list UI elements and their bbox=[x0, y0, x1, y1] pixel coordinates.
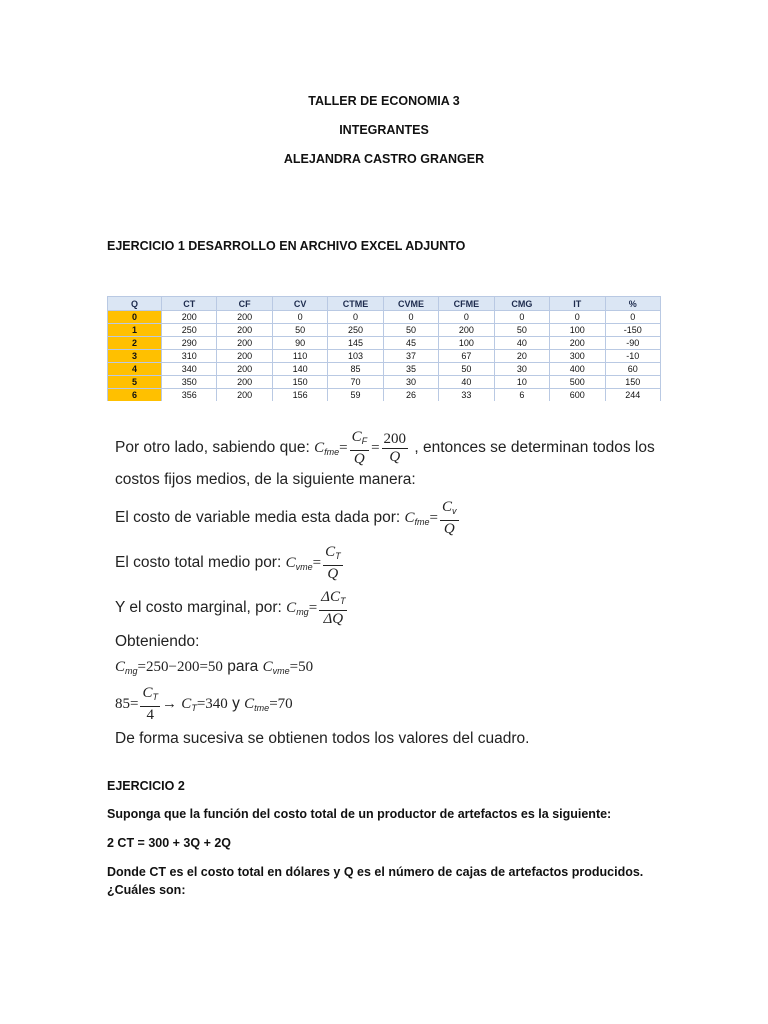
table-header: CTME bbox=[328, 297, 383, 311]
table-cell: 30 bbox=[494, 363, 549, 376]
table-cell: 0 bbox=[605, 311, 661, 324]
table-row bbox=[108, 311, 661, 324]
number-200: 200 bbox=[383, 430, 407, 447]
table-row bbox=[108, 363, 661, 376]
table-cell: 200 bbox=[217, 389, 272, 402]
table-cell: 35 bbox=[383, 363, 438, 376]
table-cell: 150 bbox=[272, 376, 327, 389]
table-cell: 156 bbox=[272, 389, 327, 402]
cost-table bbox=[107, 296, 661, 401]
symbol-c: C bbox=[285, 555, 296, 572]
table-cell: 600 bbox=[550, 389, 605, 402]
document-title: TALLER DE ECONOMIA 3 bbox=[308, 94, 460, 108]
table-cell: 103 bbox=[328, 350, 383, 363]
sub-tme: tme bbox=[254, 703, 270, 714]
symbol-c: C bbox=[286, 600, 297, 617]
symbol-c: C bbox=[351, 429, 362, 445]
table-cell: 200 bbox=[550, 337, 605, 350]
table-cell: 340 bbox=[162, 363, 217, 376]
symbol-c: C bbox=[442, 499, 453, 515]
symbol-c: C bbox=[262, 659, 273, 675]
table-cell: 244 bbox=[605, 389, 661, 402]
formula-line-3 bbox=[115, 498, 461, 538]
table-cell: 6 bbox=[494, 389, 549, 402]
table-cell: 100 bbox=[550, 324, 605, 337]
table-cell: 45 bbox=[383, 337, 438, 350]
table-cell: -150 bbox=[605, 324, 661, 337]
table-cell: 0 bbox=[383, 311, 438, 324]
equals-sign: = bbox=[371, 440, 380, 457]
table-cell: 150 bbox=[605, 376, 661, 389]
table-cell: 290 bbox=[162, 337, 217, 350]
table-header: CV bbox=[272, 297, 327, 311]
quantity-cell: 4 bbox=[108, 363, 162, 376]
table-cell: 50 bbox=[494, 324, 549, 337]
sub-vme: vme bbox=[272, 666, 290, 676]
table-cell: 200 bbox=[439, 324, 494, 337]
table-cell: 250 bbox=[328, 324, 383, 337]
symbol-c: C bbox=[314, 440, 325, 457]
formula-line-5 bbox=[115, 588, 349, 628]
sub-fme: fme bbox=[414, 517, 430, 528]
symbol-q: Q bbox=[389, 448, 401, 465]
sub-f: F bbox=[361, 436, 368, 446]
table-cell: 50 bbox=[272, 324, 327, 337]
table-cell: 200 bbox=[217, 311, 272, 324]
equals-sign: = bbox=[308, 600, 318, 617]
table-header: % bbox=[605, 297, 661, 311]
delta-c: ΔC bbox=[321, 589, 340, 605]
fraction-cv-q bbox=[440, 498, 459, 538]
exercise2-paragraph-3: Donde CT es el costo total en dólares y Q es el número de cajas de artefactos producidos. ¿Cuáles son: bbox=[107, 865, 644, 897]
table-cell: 20 bbox=[494, 350, 549, 363]
table-row bbox=[108, 350, 661, 363]
table-cell: 50 bbox=[383, 324, 438, 337]
table-cell: 0 bbox=[550, 311, 605, 324]
table-header: CVME bbox=[383, 297, 438, 311]
equals-sign: = bbox=[312, 555, 322, 572]
quantity-cell: 5 bbox=[108, 376, 162, 389]
symbol-c: C bbox=[325, 544, 336, 560]
table-cell: 145 bbox=[328, 337, 383, 350]
text-line-3: El costo de variable media esta dada por: bbox=[115, 509, 405, 527]
table-cell: 10 bbox=[494, 376, 549, 389]
text-line-1-end: , entonces se determinan todos los bbox=[410, 439, 655, 457]
sub-t: T bbox=[152, 692, 158, 702]
fraction-ct-4 bbox=[140, 684, 160, 724]
calc-70: =70 bbox=[269, 696, 293, 713]
member-name: ALEJANDRA CASTRO GRANGER bbox=[283, 152, 485, 166]
sub-t: T bbox=[191, 703, 197, 714]
table-cell: 67 bbox=[439, 350, 494, 363]
arrow: → bbox=[161, 696, 177, 713]
table-row bbox=[108, 324, 661, 337]
table-row bbox=[108, 337, 661, 350]
exercise2-equation: 2 CT = 300 + 3Q + 2Q bbox=[107, 836, 232, 850]
table-cell: 200 bbox=[217, 350, 272, 363]
symbol-c: C bbox=[142, 685, 153, 701]
table-cell: 85 bbox=[328, 363, 383, 376]
formula-line-8 bbox=[115, 684, 293, 724]
symbol-q: Q bbox=[327, 566, 339, 582]
table-row bbox=[108, 389, 661, 402]
table-cell: 30 bbox=[383, 376, 438, 389]
table-cell: 310 bbox=[162, 350, 217, 363]
sub-mg: mg bbox=[296, 607, 309, 618]
table-header: CT bbox=[162, 297, 217, 311]
exercise1-heading: EJERCICIO 1 DESARROLLO EN ARCHIVO EXCEL ADJUNTO bbox=[107, 239, 466, 253]
table-cell: 140 bbox=[272, 363, 327, 376]
table-cell: 110 bbox=[272, 350, 327, 363]
calc-85: 85= bbox=[115, 696, 139, 713]
table-cell: 356 bbox=[162, 389, 217, 402]
quantity-cell: 2 bbox=[108, 337, 162, 350]
exercise2-heading: EJERCICIO 2 bbox=[107, 779, 185, 793]
table-cell: 100 bbox=[439, 337, 494, 350]
table-header: IT bbox=[550, 297, 605, 311]
symbol-c: C bbox=[181, 696, 192, 713]
text-line-1-start: Por otro lado, sabiendo que: bbox=[115, 439, 315, 457]
table-cell: 33 bbox=[439, 389, 494, 402]
table-cell: 37 bbox=[383, 350, 438, 363]
text-line-6: Obteniendo: bbox=[115, 633, 200, 650]
table-cell: -90 bbox=[605, 337, 661, 350]
table-cell: 40 bbox=[494, 337, 549, 350]
table-row bbox=[108, 376, 661, 389]
table-cell: 300 bbox=[550, 350, 605, 363]
text-para: para bbox=[227, 658, 259, 675]
fraction-cf-q bbox=[350, 428, 370, 468]
equals-sign: = bbox=[339, 440, 348, 457]
table-cell: 0 bbox=[494, 311, 549, 324]
symbol-c: C bbox=[404, 510, 415, 527]
equals-sign: = bbox=[429, 510, 439, 527]
table-cell: 40 bbox=[439, 376, 494, 389]
table-cell: 200 bbox=[162, 311, 217, 324]
formula-line-1 bbox=[115, 428, 655, 468]
table-header: Q bbox=[108, 297, 162, 311]
table-cell: 26 bbox=[383, 389, 438, 402]
table-cell: 400 bbox=[550, 363, 605, 376]
formula-line-4 bbox=[115, 543, 345, 583]
calc-vme: =50 bbox=[289, 659, 314, 675]
table-cell: 350 bbox=[162, 376, 217, 389]
number-4: 4 bbox=[146, 707, 154, 723]
calc-340: =340 bbox=[196, 696, 228, 713]
sub-t: T bbox=[339, 596, 346, 606]
table-cell: 90 bbox=[272, 337, 327, 350]
symbol-c: C bbox=[244, 696, 255, 713]
formula-image bbox=[107, 418, 667, 754]
table-cell: 50 bbox=[439, 363, 494, 376]
symbol-c: C bbox=[115, 659, 126, 675]
symbol-q: Q bbox=[443, 521, 455, 537]
text-line-5: Y el costo marginal, por: bbox=[115, 599, 287, 617]
table-cell: 250 bbox=[162, 324, 217, 337]
table-cell: 200 bbox=[217, 337, 272, 350]
quantity-cell: 3 bbox=[108, 350, 162, 363]
delta-q: ΔQ bbox=[323, 611, 344, 627]
table-cell: 60 bbox=[605, 363, 661, 376]
sub-t: T bbox=[335, 551, 341, 561]
text-y: y bbox=[232, 695, 240, 713]
table-cell: 500 bbox=[550, 376, 605, 389]
table-cell: 200 bbox=[217, 324, 272, 337]
table-cell: 0 bbox=[272, 311, 327, 324]
table-cell: 200 bbox=[217, 363, 272, 376]
table-header: CFME bbox=[439, 297, 494, 311]
table-cell: 70 bbox=[328, 376, 383, 389]
symbol-q: Q bbox=[353, 451, 365, 467]
sub-mg: mg bbox=[125, 666, 138, 676]
quantity-cell: 0 bbox=[108, 311, 162, 324]
fraction-ct-q bbox=[323, 543, 343, 583]
members-label: INTEGRANTES bbox=[339, 123, 429, 137]
table-header: CF bbox=[217, 297, 272, 311]
formula-line-7 bbox=[115, 658, 313, 676]
table-cell: 59 bbox=[328, 389, 383, 402]
sub-vme: vme bbox=[295, 562, 313, 573]
text-line-2: costos fijos medios, de la siguiente manera: bbox=[115, 471, 416, 488]
sub-fme: fme bbox=[324, 447, 340, 458]
table-header-row bbox=[108, 297, 661, 311]
fraction-200-q bbox=[382, 431, 409, 466]
calc-marginal: =250−200=50 bbox=[137, 659, 223, 675]
exercise2-paragraph-1: Suponga que la función del costo total de un productor de artefactos es la siguiente: bbox=[107, 807, 612, 821]
table-cell: -10 bbox=[605, 350, 661, 363]
fraction-dct-dq bbox=[319, 588, 347, 628]
table-cell: 0 bbox=[328, 311, 383, 324]
table-header: CMG bbox=[494, 297, 549, 311]
table-cell: 200 bbox=[217, 376, 272, 389]
quantity-cell: 6 bbox=[108, 389, 162, 402]
table-cell: 0 bbox=[439, 311, 494, 324]
text-line-9: De forma sucesiva se obtienen todos los valores del cuadro. bbox=[115, 730, 530, 747]
text-line-4: El costo total medio por: bbox=[115, 554, 286, 572]
quantity-cell: 1 bbox=[108, 324, 162, 337]
sub-v: v bbox=[452, 506, 457, 516]
